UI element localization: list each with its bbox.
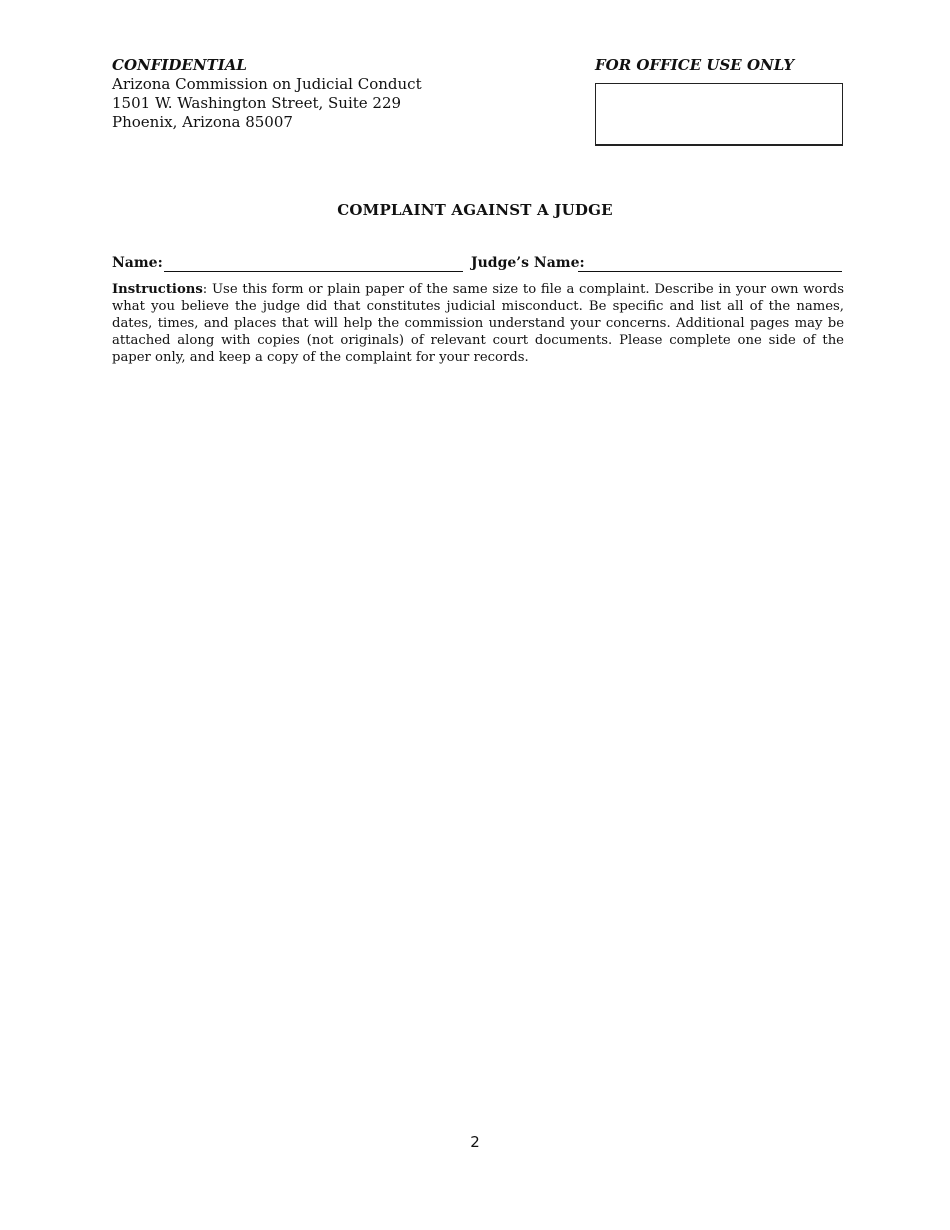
instructions-label: Instructions	[112, 282, 203, 297]
instructions-paragraph	[112, 281, 844, 366]
commission-address-block	[112, 56, 422, 132]
page-number: 2	[470, 1133, 480, 1151]
name-field[interactable]	[164, 271, 463, 272]
name-fields-row	[112, 254, 844, 274]
office-use-label: FOR OFFICE USE ONLY	[595, 56, 795, 74]
address-line-street: 1501 W. Washington Street, Suite 229	[112, 94, 402, 112]
confidential-label: CONFIDENTIAL	[112, 56, 247, 74]
office-use-box	[595, 83, 843, 146]
judge-name-label: Judge’s Name:	[471, 255, 585, 271]
judge-name-field[interactable]	[578, 271, 842, 272]
form-title: COMPLAINT AGAINST A JUDGE	[337, 201, 613, 219]
instructions-text: : Use this form or plain paper of the same size to file a complaint. Describe in your own words what you believe the judge did that constitutes judicial misconduct. Be specific and list all of the names, dates, times, and places that will help the commission understand your concerns. Additional pages may be attached along with copies (not originals) of relevant court documents. Please complete one side of the paper only, and keep a copy of the complaint for your records.	[112, 282, 844, 365]
name-label: Name:	[112, 255, 163, 271]
office-use-section	[595, 56, 845, 146]
address-line-organization: Arizona Commission on Judicial Conduct	[112, 75, 422, 93]
address-line-city: Phoenix, Arizona 85007	[112, 113, 293, 131]
